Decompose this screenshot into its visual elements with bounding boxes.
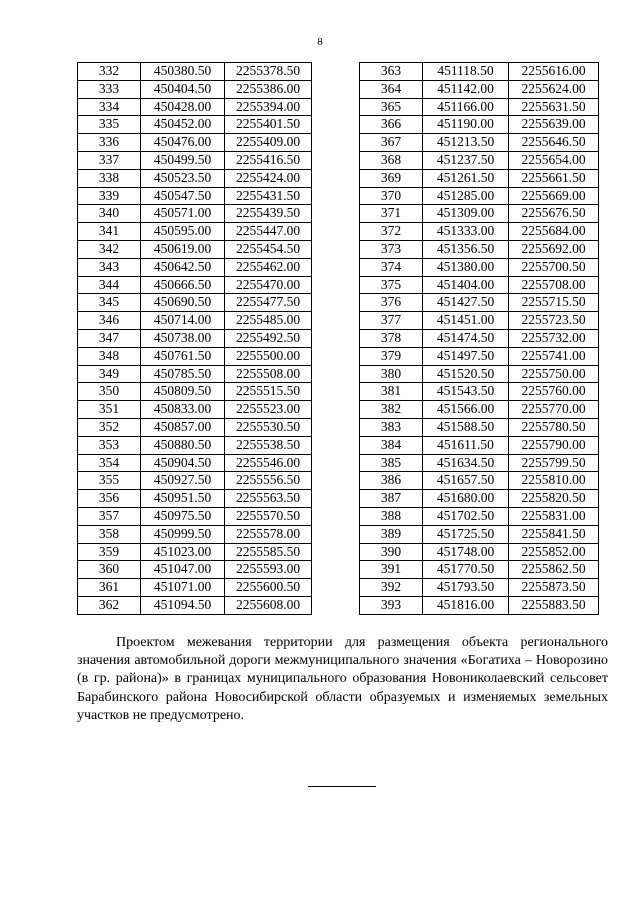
y-coordinate-cell: 2255477.50 — [225, 294, 312, 312]
x-coordinate-cell: 451166.00 — [423, 98, 509, 116]
y-coordinate-cell: 2255508.00 — [225, 365, 312, 383]
x-coordinate-cell: 451543.50 — [423, 383, 509, 401]
y-coordinate-cell: 2255692.00 — [509, 240, 599, 258]
x-coordinate-cell: 451142.00 — [423, 80, 509, 98]
x-coordinate-cell: 451404.00 — [423, 276, 509, 294]
point-number-cell: 345 — [78, 294, 141, 312]
x-coordinate-cell: 451094.50 — [141, 596, 225, 614]
y-coordinate-cell: 2255378.50 — [225, 63, 312, 81]
x-coordinate-cell: 450547.50 — [141, 187, 225, 205]
y-coordinate-cell: 2255401.50 — [225, 116, 312, 134]
x-coordinate-cell: 451680.00 — [423, 490, 509, 508]
table-row — [360, 240, 599, 258]
table-row — [78, 472, 312, 490]
table-row — [360, 454, 599, 472]
point-number-cell: 368 — [360, 151, 423, 169]
table-row — [78, 507, 312, 525]
table-row — [360, 561, 599, 579]
point-number-cell: 366 — [360, 116, 423, 134]
table-row — [360, 98, 599, 116]
y-coordinate-cell: 2255546.00 — [225, 454, 312, 472]
y-coordinate-cell: 2255394.00 — [225, 98, 312, 116]
y-coordinate-cell: 2255424.00 — [225, 169, 312, 187]
table-row — [360, 490, 599, 508]
y-coordinate-cell: 2255485.00 — [225, 312, 312, 330]
x-coordinate-cell: 451261.50 — [423, 169, 509, 187]
point-number-cell: 374 — [360, 258, 423, 276]
point-number-cell: 332 — [78, 63, 141, 81]
table-row — [78, 436, 312, 454]
x-coordinate-cell: 451071.00 — [141, 579, 225, 597]
y-coordinate-cell: 2255409.00 — [225, 134, 312, 152]
point-number-cell: 335 — [78, 116, 141, 134]
y-coordinate-cell: 2255439.50 — [225, 205, 312, 223]
point-number-cell: 341 — [78, 223, 141, 241]
x-coordinate-cell: 451793.50 — [423, 579, 509, 597]
y-coordinate-cell: 2255538.50 — [225, 436, 312, 454]
x-coordinate-cell: 450833.00 — [141, 401, 225, 419]
y-coordinate-cell: 2255462.00 — [225, 258, 312, 276]
table-row — [78, 205, 312, 223]
point-number-cell: 373 — [360, 240, 423, 258]
point-number-cell: 365 — [360, 98, 423, 116]
point-number-cell: 385 — [360, 454, 423, 472]
table-row — [78, 223, 312, 241]
table-row — [360, 596, 599, 614]
y-coordinate-cell: 2255661.50 — [509, 169, 599, 187]
x-coordinate-cell: 451702.50 — [423, 507, 509, 525]
y-coordinate-cell: 2255416.50 — [225, 151, 312, 169]
point-number-cell: 390 — [360, 543, 423, 561]
y-coordinate-cell: 2255447.00 — [225, 223, 312, 241]
point-number-cell: 346 — [78, 312, 141, 330]
y-coordinate-cell: 2255676.50 — [509, 205, 599, 223]
table-row — [78, 365, 312, 383]
table-row — [78, 401, 312, 419]
x-coordinate-cell: 450523.50 — [141, 169, 225, 187]
point-number-cell: 349 — [78, 365, 141, 383]
table-row — [78, 312, 312, 330]
y-coordinate-cell: 2255873.50 — [509, 579, 599, 597]
x-coordinate-cell: 450880.50 — [141, 436, 225, 454]
point-number-cell: 378 — [360, 329, 423, 347]
y-coordinate-cell: 2255790.00 — [509, 436, 599, 454]
point-number-cell: 392 — [360, 579, 423, 597]
signature-line — [308, 786, 376, 787]
x-coordinate-cell: 450619.00 — [141, 240, 225, 258]
table-row — [360, 294, 599, 312]
point-number-cell: 360 — [78, 561, 141, 579]
y-coordinate-cell: 2255820.50 — [509, 490, 599, 508]
y-coordinate-cell: 2255470.00 — [225, 276, 312, 294]
x-coordinate-cell: 451118.50 — [423, 63, 509, 81]
x-coordinate-cell: 450999.50 — [141, 525, 225, 543]
x-coordinate-cell: 451748.00 — [423, 543, 509, 561]
point-number-cell: 367 — [360, 134, 423, 152]
table-row — [360, 579, 599, 597]
y-coordinate-cell: 2255578.00 — [225, 525, 312, 543]
table-row — [78, 418, 312, 436]
point-number-cell: 354 — [78, 454, 141, 472]
x-coordinate-cell: 451333.00 — [423, 223, 509, 241]
y-coordinate-cell: 2255556.50 — [225, 472, 312, 490]
table-row — [360, 169, 599, 187]
x-coordinate-cell: 451427.50 — [423, 294, 509, 312]
table-row — [78, 240, 312, 258]
table-row — [78, 134, 312, 152]
y-coordinate-cell: 2255700.50 — [509, 258, 599, 276]
x-coordinate-cell: 450904.50 — [141, 454, 225, 472]
point-number-cell: 334 — [78, 98, 141, 116]
table-row — [360, 151, 599, 169]
y-coordinate-cell: 2255741.00 — [509, 347, 599, 365]
table-row — [78, 276, 312, 294]
y-coordinate-cell: 2255770.00 — [509, 401, 599, 419]
y-coordinate-cell: 2255831.00 — [509, 507, 599, 525]
table-row — [360, 134, 599, 152]
point-number-cell: 337 — [78, 151, 141, 169]
x-coordinate-cell: 450380.50 — [141, 63, 225, 81]
point-number-cell: 386 — [360, 472, 423, 490]
x-coordinate-cell: 450785.50 — [141, 365, 225, 383]
table-row — [360, 383, 599, 401]
point-number-cell: 358 — [78, 525, 141, 543]
y-coordinate-cell: 2255563.50 — [225, 490, 312, 508]
x-coordinate-cell: 450452.00 — [141, 116, 225, 134]
x-coordinate-cell: 451474.50 — [423, 329, 509, 347]
x-coordinate-cell: 451725.50 — [423, 525, 509, 543]
x-coordinate-cell: 450595.00 — [141, 223, 225, 241]
x-coordinate-cell: 451023.00 — [141, 543, 225, 561]
x-coordinate-cell: 450499.50 — [141, 151, 225, 169]
point-number-cell: 364 — [360, 80, 423, 98]
point-number-cell: 353 — [78, 436, 141, 454]
point-number-cell: 343 — [78, 258, 141, 276]
x-coordinate-cell: 451047.00 — [141, 561, 225, 579]
point-number-cell: 384 — [360, 436, 423, 454]
point-number-cell: 389 — [360, 525, 423, 543]
table-row — [360, 365, 599, 383]
y-coordinate-cell: 2255852.00 — [509, 543, 599, 561]
table-row — [360, 80, 599, 98]
y-coordinate-cell: 2255750.00 — [509, 365, 599, 383]
table-row — [360, 187, 599, 205]
y-coordinate-cell: 2255523.00 — [225, 401, 312, 419]
point-number-cell: 355 — [78, 472, 141, 490]
table-row — [360, 223, 599, 241]
point-number-cell: 370 — [360, 187, 423, 205]
point-number-cell: 393 — [360, 596, 423, 614]
body-paragraph: Проектом межевания территории для размещения объекта регионального значения автомобильной дороги межмуниципального значения «Богатиха – Новорозино (в гр. района)» в границах муниципального образования Новониколаевский сельсовет Барабинского района Новосибирской области образуемых и изменяемых земельных участков не предусмотрено. — [77, 635, 608, 723]
y-coordinate-cell: 2255492.50 — [225, 329, 312, 347]
y-coordinate-cell: 2255654.00 — [509, 151, 599, 169]
x-coordinate-cell: 450761.50 — [141, 347, 225, 365]
table-row — [360, 525, 599, 543]
x-coordinate-cell: 451451.00 — [423, 312, 509, 330]
y-coordinate-cell: 2255570.50 — [225, 507, 312, 525]
table-row — [78, 454, 312, 472]
y-coordinate-cell: 2255810.00 — [509, 472, 599, 490]
point-number-cell: 350 — [78, 383, 141, 401]
table-row — [360, 329, 599, 347]
x-coordinate-cell: 451190.00 — [423, 116, 509, 134]
x-coordinate-cell: 451657.50 — [423, 472, 509, 490]
x-coordinate-cell: 450428.00 — [141, 98, 225, 116]
y-coordinate-cell: 2255780.50 — [509, 418, 599, 436]
point-number-cell: 363 — [360, 63, 423, 81]
y-coordinate-cell: 2255639.00 — [509, 116, 599, 134]
point-number-cell: 372 — [360, 223, 423, 241]
y-coordinate-cell: 2255760.00 — [509, 383, 599, 401]
point-number-cell: 383 — [360, 418, 423, 436]
point-number-cell: 348 — [78, 347, 141, 365]
x-coordinate-cell: 451566.00 — [423, 401, 509, 419]
y-coordinate-cell: 2255841.50 — [509, 525, 599, 543]
x-coordinate-cell: 450857.00 — [141, 418, 225, 436]
y-coordinate-cell: 2255631.50 — [509, 98, 599, 116]
table-row — [78, 383, 312, 401]
x-coordinate-cell: 451611.50 — [423, 436, 509, 454]
point-number-cell: 351 — [78, 401, 141, 419]
point-number-cell: 361 — [78, 579, 141, 597]
table-row — [78, 258, 312, 276]
point-number-cell: 376 — [360, 294, 423, 312]
y-coordinate-cell: 2255616.00 — [509, 63, 599, 81]
table-row — [360, 276, 599, 294]
coordinates-table-right — [359, 62, 599, 615]
table-row — [78, 294, 312, 312]
point-number-cell: 356 — [78, 490, 141, 508]
x-coordinate-cell: 450571.00 — [141, 205, 225, 223]
y-coordinate-cell: 2255585.50 — [225, 543, 312, 561]
table-row — [360, 472, 599, 490]
y-coordinate-cell: 2255500.00 — [225, 347, 312, 365]
point-number-cell: 362 — [78, 596, 141, 614]
x-coordinate-cell: 450690.50 — [141, 294, 225, 312]
x-coordinate-cell: 451309.00 — [423, 205, 509, 223]
y-coordinate-cell: 2255624.00 — [509, 80, 599, 98]
x-coordinate-cell: 450975.50 — [141, 507, 225, 525]
table-row — [78, 63, 312, 81]
point-number-cell: 336 — [78, 134, 141, 152]
x-coordinate-cell: 450642.50 — [141, 258, 225, 276]
x-coordinate-cell: 451770.50 — [423, 561, 509, 579]
x-coordinate-cell: 451520.50 — [423, 365, 509, 383]
point-number-cell: 391 — [360, 561, 423, 579]
point-number-cell: 338 — [78, 169, 141, 187]
point-number-cell: 388 — [360, 507, 423, 525]
x-coordinate-cell: 451634.50 — [423, 454, 509, 472]
coordinates-table-left — [77, 62, 312, 615]
table-row — [78, 561, 312, 579]
point-number-cell: 344 — [78, 276, 141, 294]
point-number-cell: 380 — [360, 365, 423, 383]
table-row — [78, 80, 312, 98]
x-coordinate-cell: 451497.50 — [423, 347, 509, 365]
y-coordinate-cell: 2255386.00 — [225, 80, 312, 98]
y-coordinate-cell: 2255646.50 — [509, 134, 599, 152]
x-coordinate-cell: 450809.50 — [141, 383, 225, 401]
table-row — [78, 151, 312, 169]
table-row — [78, 347, 312, 365]
x-coordinate-cell: 451237.50 — [423, 151, 509, 169]
table-row — [78, 329, 312, 347]
point-number-cell: 342 — [78, 240, 141, 258]
x-coordinate-cell: 450951.50 — [141, 490, 225, 508]
x-coordinate-cell: 451380.00 — [423, 258, 509, 276]
table-row — [78, 490, 312, 508]
table-row — [78, 579, 312, 597]
table-row — [360, 401, 599, 419]
y-coordinate-cell: 2255454.50 — [225, 240, 312, 258]
y-coordinate-cell: 2255883.50 — [509, 596, 599, 614]
point-number-cell: 359 — [78, 543, 141, 561]
y-coordinate-cell: 2255515.50 — [225, 383, 312, 401]
table-row — [360, 258, 599, 276]
table-row — [360, 63, 599, 81]
point-number-cell: 333 — [78, 80, 141, 98]
table-row — [78, 169, 312, 187]
x-coordinate-cell: 451588.50 — [423, 418, 509, 436]
table-row — [360, 116, 599, 134]
x-coordinate-cell: 450666.50 — [141, 276, 225, 294]
x-coordinate-cell: 451213.50 — [423, 134, 509, 152]
point-number-cell: 379 — [360, 347, 423, 365]
y-coordinate-cell: 2255600.50 — [225, 579, 312, 597]
x-coordinate-cell: 450404.50 — [141, 80, 225, 98]
table-row — [78, 596, 312, 614]
point-number-cell: 371 — [360, 205, 423, 223]
y-coordinate-cell: 2255431.50 — [225, 187, 312, 205]
point-number-cell: 369 — [360, 169, 423, 187]
point-number-cell: 377 — [360, 312, 423, 330]
table-row — [360, 205, 599, 223]
x-coordinate-cell: 450927.50 — [141, 472, 225, 490]
point-number-cell: 381 — [360, 383, 423, 401]
point-number-cell: 340 — [78, 205, 141, 223]
point-number-cell: 382 — [360, 401, 423, 419]
x-coordinate-cell: 450714.00 — [141, 312, 225, 330]
x-coordinate-cell: 451816.00 — [423, 596, 509, 614]
y-coordinate-cell: 2255608.00 — [225, 596, 312, 614]
y-coordinate-cell: 2255732.00 — [509, 329, 599, 347]
y-coordinate-cell: 2255530.50 — [225, 418, 312, 436]
y-coordinate-cell: 2255684.00 — [509, 223, 599, 241]
x-coordinate-cell: 450476.00 — [141, 134, 225, 152]
y-coordinate-cell: 2255715.50 — [509, 294, 599, 312]
y-coordinate-cell: 2255862.50 — [509, 561, 599, 579]
table-row — [360, 436, 599, 454]
point-number-cell: 347 — [78, 329, 141, 347]
point-number-cell: 387 — [360, 490, 423, 508]
y-coordinate-cell: 2255799.50 — [509, 454, 599, 472]
table-row — [360, 347, 599, 365]
table-row — [360, 312, 599, 330]
x-coordinate-cell: 450738.00 — [141, 329, 225, 347]
x-coordinate-cell: 451285.00 — [423, 187, 509, 205]
table-row — [360, 418, 599, 436]
y-coordinate-cell: 2255708.00 — [509, 276, 599, 294]
y-coordinate-cell: 2255669.00 — [509, 187, 599, 205]
point-number-cell: 357 — [78, 507, 141, 525]
point-number-cell: 352 — [78, 418, 141, 436]
x-coordinate-cell: 451356.50 — [423, 240, 509, 258]
page-number: 8 — [317, 36, 323, 48]
point-number-cell: 339 — [78, 187, 141, 205]
table-row — [360, 543, 599, 561]
table-row — [78, 543, 312, 561]
table-row — [78, 98, 312, 116]
table-row — [360, 507, 599, 525]
table-row — [78, 116, 312, 134]
y-coordinate-cell: 2255593.00 — [225, 561, 312, 579]
point-number-cell: 375 — [360, 276, 423, 294]
y-coordinate-cell: 2255723.50 — [509, 312, 599, 330]
table-row — [78, 187, 312, 205]
table-row — [78, 525, 312, 543]
